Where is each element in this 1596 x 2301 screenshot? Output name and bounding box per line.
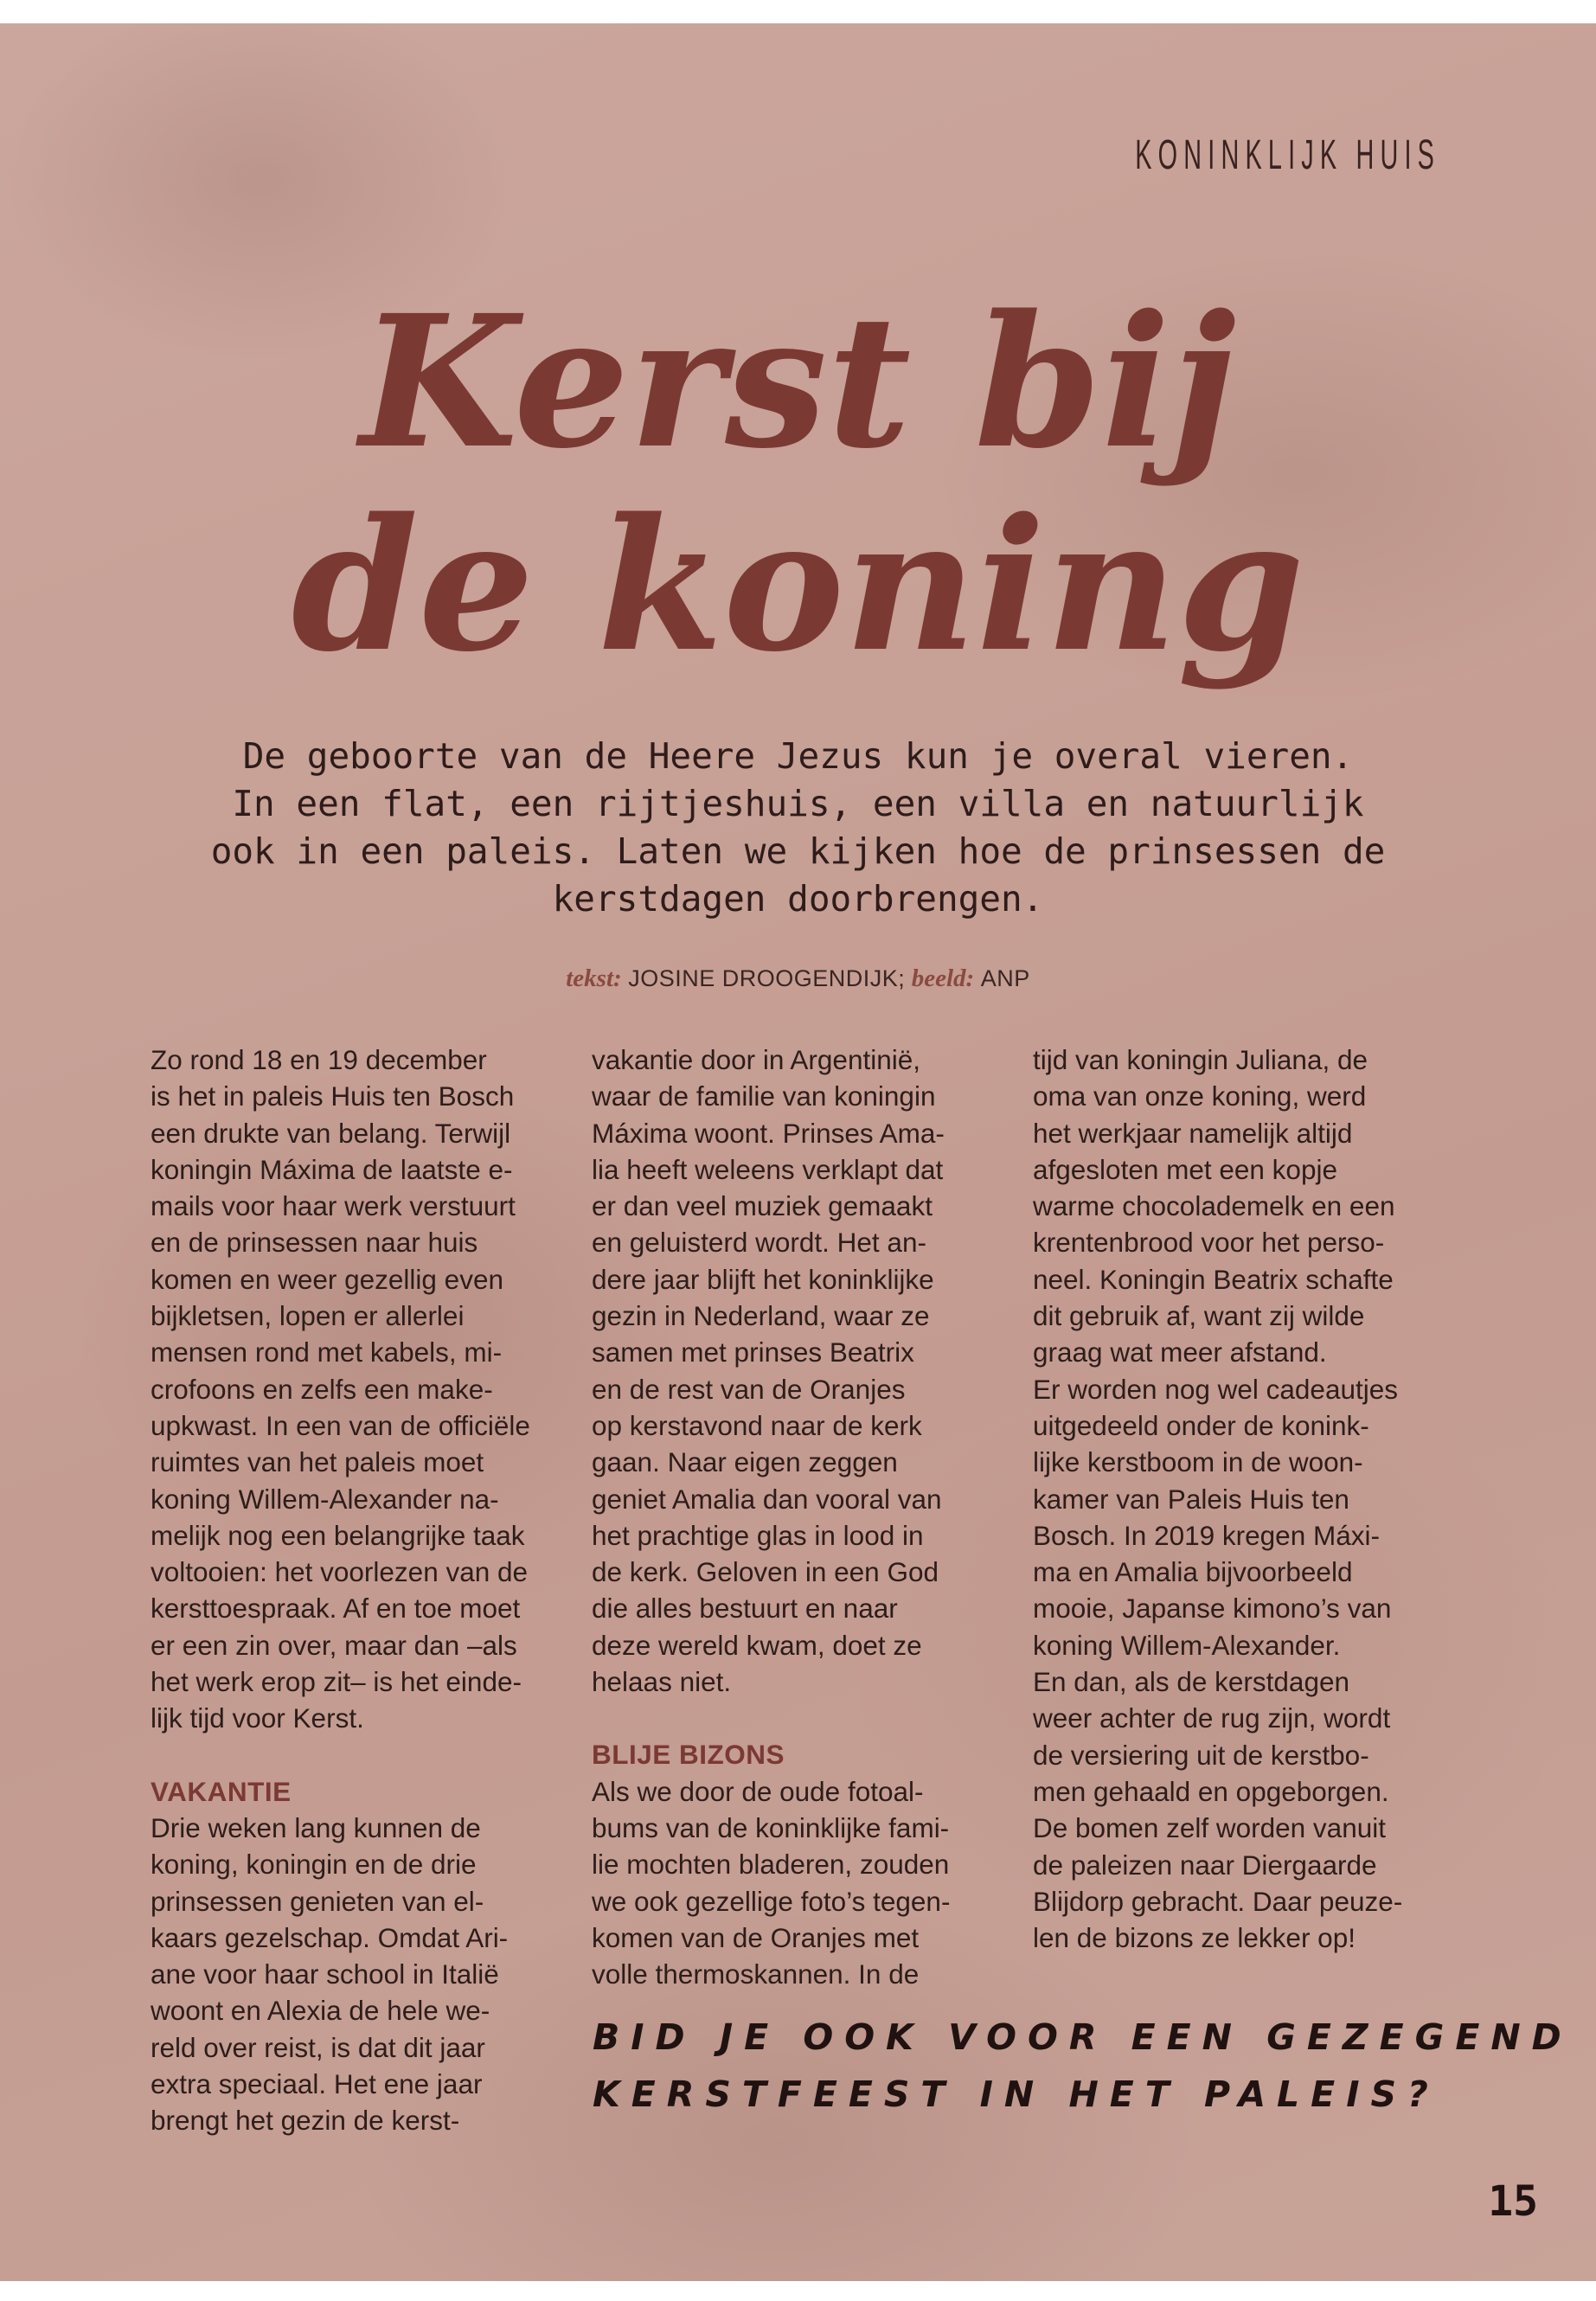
body-line: prinsessen genieten van el- [151, 1885, 484, 1917]
intro-line: kerstdagen doorbrengen. [552, 878, 1044, 920]
body-line: deze wereld kwam, doet ze [592, 1629, 922, 1661]
article-intro [130, 733, 1466, 923]
body-line: waar de familie van koningin [592, 1080, 936, 1112]
body-line: koning Willem-Alexander. [1033, 1629, 1341, 1661]
page-number: 15 [1488, 2177, 1538, 2226]
body-line: voltooien: het voorlezen van de [151, 1556, 529, 1588]
body-line: die alles bestuurt en naar [592, 1593, 898, 1625]
body-line: kamer van Paleis Huis ten [1033, 1483, 1349, 1515]
body-line: komen van de Oranjes met [592, 1921, 920, 1953]
section-heading-vakantie: VAKANTIE [151, 1775, 292, 1807]
body-line: de versiering uit de kerstbo- [1033, 1739, 1369, 1771]
body-line: Máxima woont. Prinses Ama- [592, 1117, 945, 1149]
article-column-1 [151, 1042, 562, 2139]
article-title-line-1: Kerst bij [359, 275, 1237, 489]
body-paragraph [592, 1042, 1003, 1700]
body-line: Er worden nog wel cadeautjes [1033, 1373, 1399, 1405]
body-line: brengt het gezin de kerst- [151, 2105, 460, 2137]
body-paragraph [151, 1042, 562, 1737]
body-line: en geluisterd wordt. Het an- [592, 1227, 926, 1259]
body-line: weer achter de rug zijn, wordt [1033, 1702, 1391, 1734]
body-line: lia heeft weleens verklapt dat [592, 1153, 944, 1185]
body-paragraph [151, 1810, 562, 2139]
body-line: lijk tijd voor Kerst. [151, 1702, 364, 1734]
body-line: ruimtes van het paleis moet [151, 1446, 484, 1478]
body-line: upkwast. In een van de officiële [151, 1409, 530, 1441]
body-line: En dan, als de kerstdagen [1033, 1666, 1350, 1698]
body-line: woont en Alexia de hele we- [151, 1995, 490, 2027]
section-heading-blije-bizons: BLIJE BIZONS [592, 1739, 785, 1771]
body-line: vakantie door in Argentinië, [592, 1044, 920, 1075]
intro-line: ook in een paleis. Laten we kijken hoe de prinsessen de [210, 830, 1386, 872]
body-line: helaas niet. [592, 1666, 732, 1698]
body-line: Bosch. In 2019 kregen Máxi- [1033, 1519, 1380, 1551]
body-line: oma van onze koning, werd [1033, 1080, 1367, 1112]
pull-quote [593, 2009, 1573, 2123]
body-line: geniet Amalia dan vooral van [592, 1483, 942, 1515]
body-line: kaars gezelschap. Omdat Ari- [151, 1921, 509, 1953]
body-line: koning, koningin en de drie [151, 1849, 477, 1881]
article-credits [0, 965, 1596, 993]
body-paragraph [1033, 1042, 1445, 1956]
body-line: lijke kerstboom in de woon- [1033, 1446, 1363, 1478]
body-line: graag wat meer afstand. [1033, 1336, 1327, 1368]
body-line: komen en weer gezellig even [151, 1263, 503, 1295]
magazine-page [0, 23, 1596, 2281]
body-line: koningin Máxima de laatste e- [151, 1153, 513, 1185]
body-line: een drukte van belang. Terwijl [151, 1117, 511, 1149]
body-line: het werk erop zit– is het einde- [151, 1666, 522, 1698]
credit-image-label: beeld: [911, 965, 975, 992]
credit-text-author: JOSINE DROOGENDIJK; [628, 965, 906, 991]
body-line: Drie weken lang kunnen de [151, 1811, 481, 1843]
body-line: uitgedeeld onder de konink- [1033, 1409, 1369, 1441]
body-line: dere jaar blijft het koninklijke [592, 1263, 934, 1295]
body-line: het prachtige glas in lood in [592, 1519, 924, 1551]
body-line: Als we door de oude fotoal- [592, 1775, 924, 1807]
body-line: ane voor haar school in Italië [151, 1958, 499, 1990]
body-line: er dan veel muziek gemaakt [592, 1190, 933, 1222]
body-line: koning Willem-Alexander na- [151, 1483, 499, 1515]
body-line: mooie, Japanse kimono’s van [1033, 1593, 1392, 1625]
body-line: we ook gezellige foto’s tegen- [592, 1885, 951, 1917]
article-column-2 [592, 1042, 1003, 1992]
article-column-3 [1033, 1042, 1445, 1956]
body-line: kersttoespraak. Af en toe moet [151, 1593, 521, 1625]
article-title-line-2: de koning [291, 478, 1305, 692]
body-line: de kerk. Geloven in een God [592, 1556, 939, 1588]
body-line: De bomen zelf worden vanuit [1033, 1812, 1386, 1844]
body-paragraph [592, 1773, 1003, 1993]
body-line: ma en Amalia bijvoorbeeld [1033, 1556, 1353, 1588]
body-line: gezin in Nederland, waar ze [592, 1300, 930, 1332]
body-line: lie mochten bladeren, zouden [592, 1849, 950, 1881]
body-line: krentenbrood voor het perso- [1033, 1227, 1385, 1259]
body-line: en de rest van de Oranjes [592, 1373, 906, 1405]
body-line: volle thermoskannen. In de [592, 1958, 920, 1990]
body-line: het werkjaar namelijk altijd [1033, 1117, 1353, 1149]
body-line: mensen rond met kabels, mi- [151, 1336, 503, 1368]
body-line: extra speciaal. Het ene jaar [151, 2068, 483, 2100]
body-line: en de prinsessen naar huis [151, 1227, 478, 1259]
intro-line: De geboorte van de Heere Jezus kun je overal vieren. [242, 735, 1354, 777]
body-line: len de bizons ze lekker op! [1033, 1922, 1356, 1954]
body-line: de paleizen naar Diergaarde [1033, 1849, 1377, 1881]
body-line: tijd van koningin Juliana, de [1033, 1044, 1368, 1075]
section-label: KONINKLIJK HUIS [1135, 132, 1440, 178]
credit-text-label: tekst: [566, 965, 622, 992]
body-line: afgesloten met een kopje [1033, 1153, 1337, 1185]
body-line: samen met prinses Beatrix [592, 1336, 914, 1368]
body-line: gaan. Naar eigen zeggen [592, 1446, 898, 1478]
body-line: men gehaald en opgeborgen. [1033, 1775, 1389, 1807]
pull-quote-line: KERSTFEEST IN HET PALEIS? [593, 2073, 1439, 2115]
body-line: warme chocolademelk en een [1033, 1190, 1395, 1222]
body-line: bums van de koninklijke fami- [592, 1811, 950, 1843]
body-line: melijk nog een belangrijke taak [151, 1519, 525, 1551]
body-line: Blijdorp gebracht. Daar peuze- [1033, 1885, 1403, 1917]
body-line: Zo rond 18 en 19 december [151, 1044, 487, 1075]
credit-image-source: ANP [980, 965, 1030, 991]
body-line: bijkletsen, lopen er allerlei [151, 1300, 465, 1332]
body-line: op kerstavond naar de kerk [592, 1409, 922, 1441]
intro-line: In een flat, een rijtjeshuis, een villa en natuurlijk [232, 783, 1364, 824]
body-line: dit gebruik af, want zij wilde [1033, 1300, 1365, 1332]
body-line: mails voor haar werk verstuurt [151, 1190, 516, 1222]
body-line: crofoons en zelfs een make- [151, 1373, 493, 1405]
body-line: reld over reist, is dat dit jaar [151, 2031, 485, 2063]
body-line: neel. Koningin Beatrix schafte [1033, 1263, 1394, 1295]
pull-quote-line: BID JE OOK VOOR EEN GEZEGEND [593, 2016, 1573, 2058]
body-line: is het in paleis Huis ten Bosch [151, 1080, 515, 1112]
body-line: er een zin over, maar dan –als [151, 1629, 517, 1661]
